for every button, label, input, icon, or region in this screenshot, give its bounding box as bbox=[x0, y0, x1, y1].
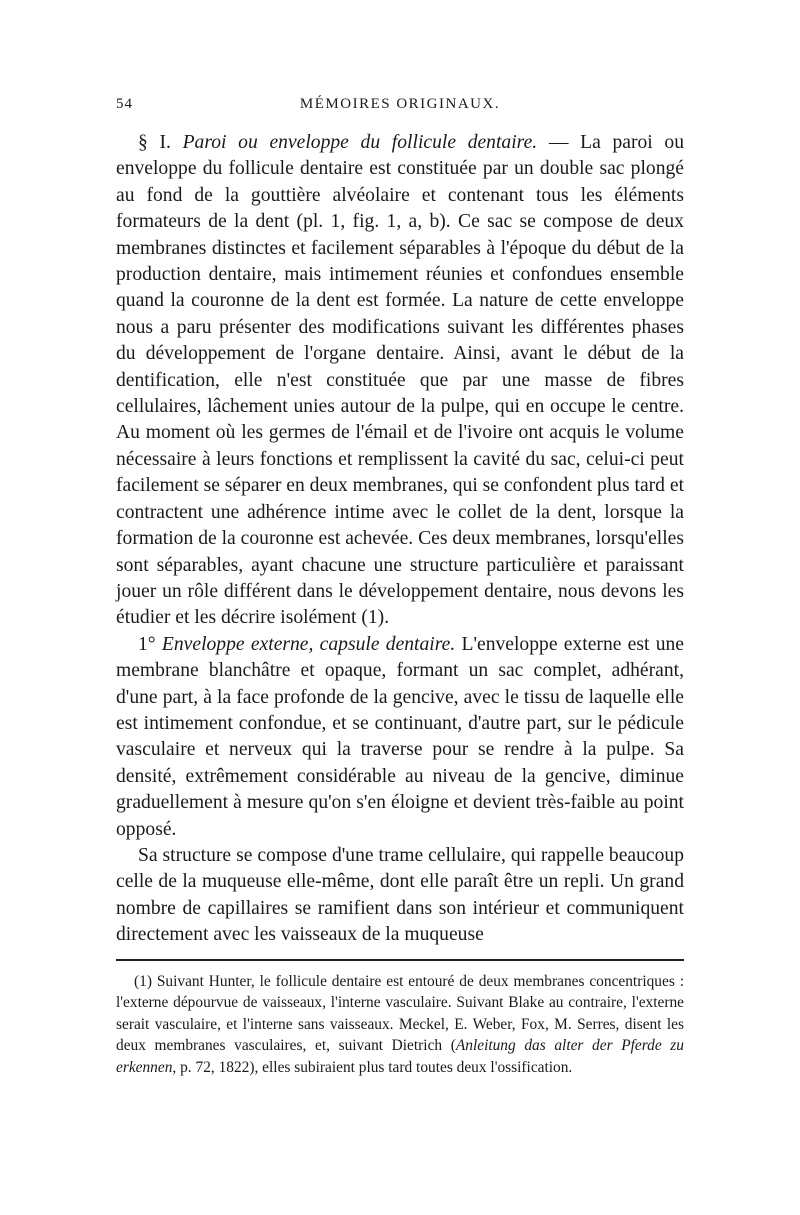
paragraph-section-1 bbox=[116, 130, 684, 632]
book-page bbox=[116, 92, 684, 1079]
paragraph-structure-text: Sa structure se compose d'une trame cellulaire, qui rappelle beaucoup celle de la muqueuse elle-même, dont elle paraît être un repli. Un grand nombre de capillaires se ramifient dans son intérieur et communiquent directement avec les vaisseaux de la muqueuse bbox=[116, 844, 684, 946]
running-title: MÉMOIRES ORIGINAUX. bbox=[299, 96, 501, 112]
footnote-divider bbox=[116, 959, 684, 961]
footnote-text-before: (1) Suivant Hunter, le follicule dentaire est entouré de deux membranes concentriques : l'externe dépourvue de vaisseaux, l'interne vasculaire. Suivant Blake au contraire, l'externe serait vasculaire, et l'interne sans vaisseaux. Meckel, E. Weber, Fox, M. Serres, disent les deux membranes vasculaires, et, suivant Dietrich ( bbox=[116, 972, 684, 1055]
subsection-marker: 1° bbox=[138, 633, 156, 655]
paragraph-external-envelope bbox=[116, 632, 684, 843]
footnote bbox=[116, 971, 684, 1079]
page-number: 54 bbox=[116, 96, 133, 112]
page-header bbox=[116, 92, 684, 120]
footnote-text-after: , p. 72, 1822), elles subiraient plus tard toutes deux l'ossification. bbox=[172, 1058, 573, 1076]
footnote-citation: Anleitung das alter der Pferde zu erkennen bbox=[116, 1037, 684, 1076]
body-text bbox=[116, 130, 684, 949]
subsection-title: Enveloppe externe, capsule dentaire. bbox=[161, 633, 456, 655]
section-text: — La paroi ou enveloppe du follicule dentaire est constituée par un double sac plongé au fond de la gouttière alvéolaire et contenant tous les éléments formateurs de la dent (pl. 1, fig. 1, a, b). Ce sac se compose de deux membranes distinctes et facilement séparables à l'époque du début de la production dentaire, mais intimement réunies et confondues ensemble quand la couronne de la dent est formée. La nature de cette enveloppe nous a paru présenter des modifications suivant les différentes phases du développement de l'organe dentaire. Ainsi, avant le début de la dentification, elle n'est constituée que par une masse de fibres cellulaires, lâchement unies autour de la pulpe, qui en occupe le centre. Au moment où les germes de l'émail et de l'ivoire ont acquis le volume nécessaire à leurs fonctions et remplissent la cavité du sac, celui-ci peut facilement se séparer en deux membranes, qui se confondent plus tard et contractent une adhérence intime avec le collet de la dent, lorsque la formation de la couronne est achevée. Ces deux membranes, lorsqu'elles sont séparables, ayant chacune une structure particulière et paraissant jouer un rôle différent dans le développement dentaire, nous devons les étudier et les décrire isolément (1). bbox=[116, 132, 685, 629]
section-marker: § I. bbox=[138, 132, 171, 153]
section-title: Paroi ou enveloppe du follicule dentaire. bbox=[182, 132, 538, 153]
subsection-text: L'enveloppe externe est une membrane blanchâtre et opaque, formant un sac complet, adhérant, d'une part, à la face profonde de la gencive, avec le tissu de laquelle elle est intimement confondue, et se continuant, d'autre part, sur le pédicule vasculaire et nerveux qui la traverse pour se rendre à la pulpe. Sa densité, extrêmement considérable au niveau de la gencive, diminue graduellement à mesure qu'on s'en éloigne et devient très-faible au point opposé. bbox=[116, 633, 684, 840]
paragraph-structure bbox=[116, 843, 684, 949]
